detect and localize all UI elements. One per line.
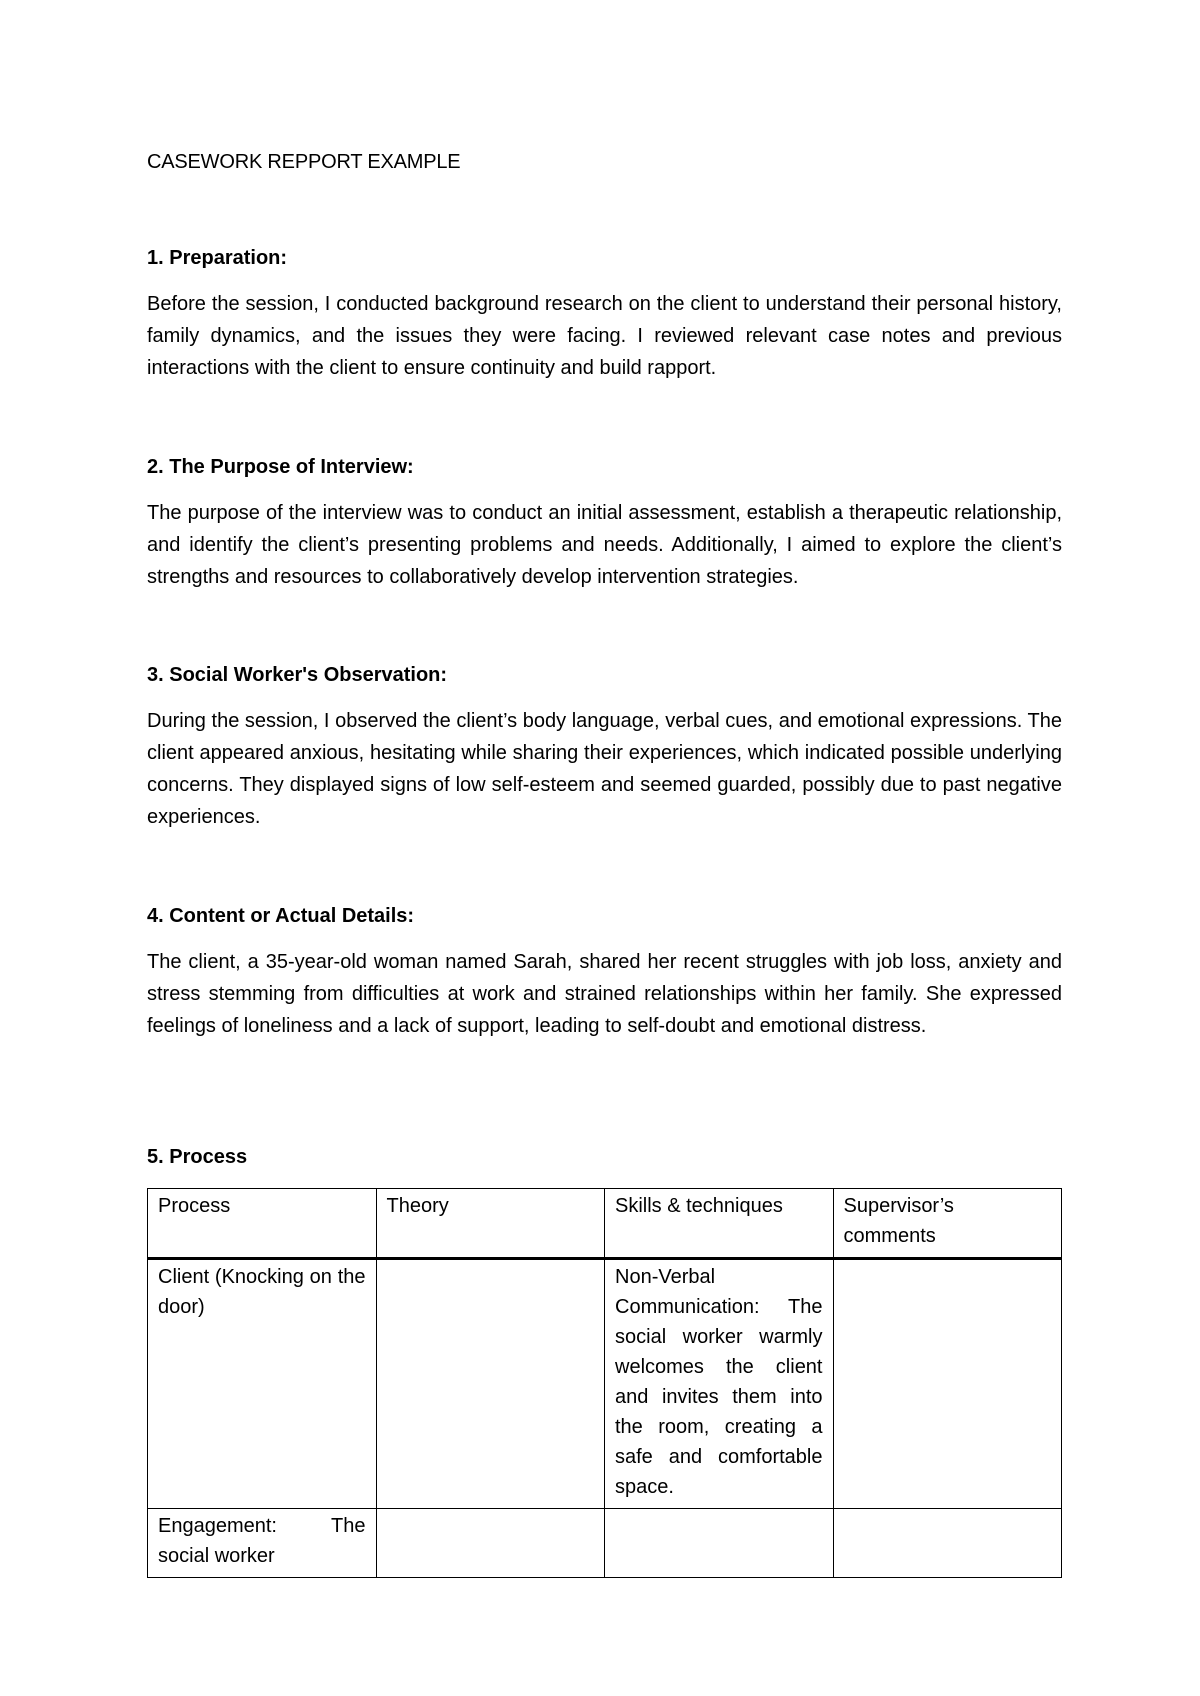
cell-process: Client (Knocking on the door) (148, 1259, 377, 1509)
section-body: During the session, I observed the client’s body language, verbal cues, and emotional expressions. The client appeared anxious, hesitating while sharing their experiences, which indicated possible underlying concerns. They displayed signs of low self-esteem and seemed guarded, possibly due to past negative experiences. (147, 710, 1062, 828)
table-header-row (148, 1189, 1062, 1259)
section-preparation (147, 242, 1062, 384)
section-heading: 2. The Purpose of Interview: (147, 456, 414, 478)
section-heading: 1. Preparation: (147, 247, 288, 269)
section-purpose (147, 451, 1062, 593)
cell-comments (833, 1509, 1062, 1578)
column-header-supervisor-comments: Supervisor’s comments (833, 1189, 1062, 1259)
section-body: The purpose of the interview was to conduct an initial assessment, establish a therapeutic relationship, and identify the client’s presenting problems and needs. Additionally, I aimed to explore the client’s strengths and resources to collaboratively develop intervention strategies. (147, 502, 1062, 588)
section-heading: 3. Social Worker's Observation: (147, 664, 448, 686)
column-header-process: Process (148, 1189, 377, 1259)
table-row (148, 1509, 1062, 1578)
table-row (148, 1259, 1062, 1509)
cell-theory (376, 1509, 605, 1578)
column-header-skills: Skills & techniques (605, 1189, 834, 1259)
section-heading: 5. Process (147, 1146, 248, 1168)
section-body: The client, a 35-year-old woman named Sarah, shared her recent struggles with job loss, anxiety and stress stemming from difficulties at work and strained relationships within her family. She expressed feelings of loneliness and a lack of support, leading to self-doubt and emotional distress. (147, 951, 1062, 1037)
section-observation (147, 659, 1062, 833)
cell-skills: Non-Verbal Communication: The social worker warmly welcomes the client and invites them into the room, creating a safe and comfortable space. (605, 1259, 834, 1509)
column-header-theory: Theory (376, 1189, 605, 1259)
cell-comments (833, 1259, 1062, 1509)
cell-skills (605, 1509, 834, 1578)
section-heading: 4. Content or Actual Details: (147, 905, 415, 927)
cell-process: Engagement: The social worker (148, 1509, 377, 1578)
section-body: Before the session, I conducted background research on the client to understand their personal history, family dynamics, and the issues they were facing. I reviewed relevant case notes and previous interactions with the client to ensure continuity and build rapport. (147, 293, 1062, 379)
process-table (147, 1188, 1062, 1578)
section-process (147, 1141, 1062, 1173)
document-title: CASEWORK REPPORT EXAMPLE (147, 151, 461, 173)
cell-theory (376, 1259, 605, 1509)
document-content (147, 146, 1062, 1567)
section-content-details (147, 900, 1062, 1042)
